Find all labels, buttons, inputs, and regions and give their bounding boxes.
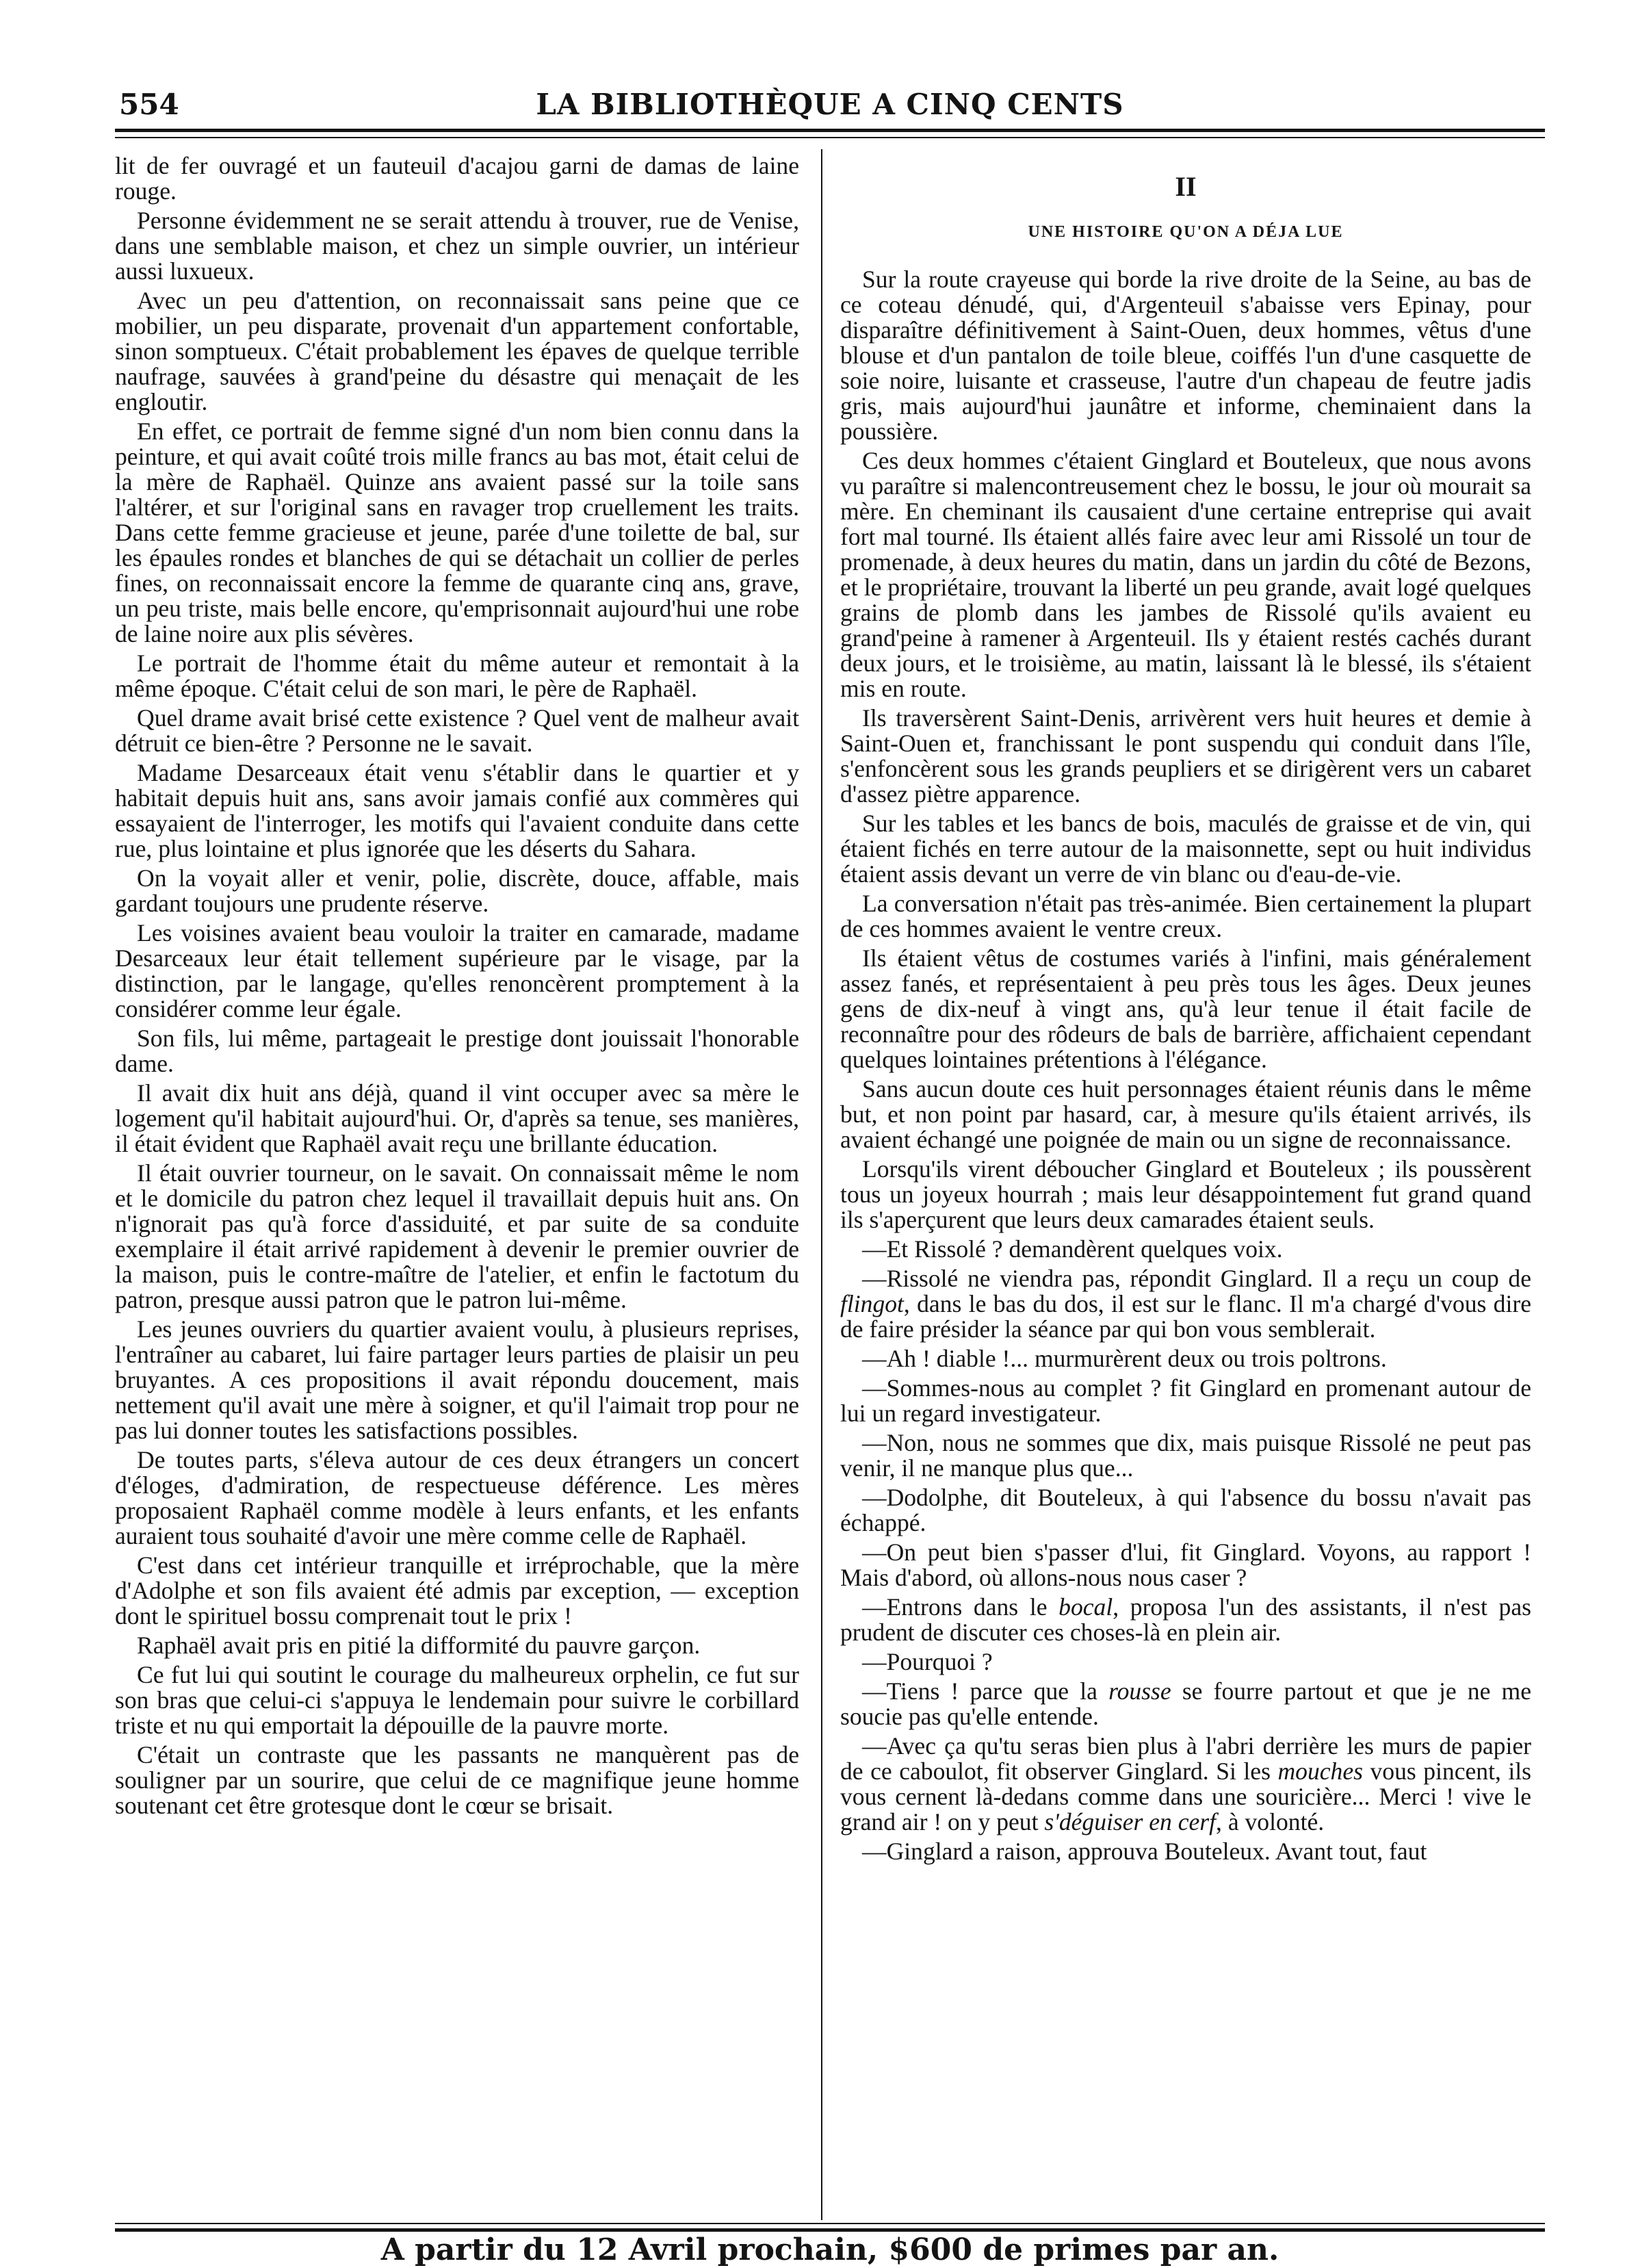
paragraph: Raphaël avait pris en pitié la difformité du pauvre garçon.: [137, 1632, 701, 1659]
paragraph: —Dodolphe, dit Bouteleux, à qui l'absence du bossu n'avait pas échappé.: [840, 1484, 1531, 1536]
paragraph: Personne évidemment ne se serait attendu à trouver, rue de Venise, dans une semblable maison, et chez un simple ouvrier, un intérieur aussi luxueux.: [115, 207, 799, 285]
paragraph: —Tiens ! parce que la rousse se fourre partout et que je ne me soucie pas qu'elle entende.: [840, 1677, 1532, 1730]
chapter-number: II: [1175, 171, 1197, 202]
paragraph: —Entrons dans le bocal, proposa l'un des assistants, il n'est pas prudent de discuter ces choses-là en plein air.: [840, 1593, 1531, 1646]
paragraph: C'est dans cet intérieur tranquille et irréprochable, que la mère d'Adolphe et son fils avaient été admis par exception, — exception dont le spirituel bossu comprenait tout le prix !: [115, 1551, 799, 1629]
paragraph: La conversation n'était pas très-animée. Bien certainement la plupart de ces hommes avaient le ventre creux.: [840, 890, 1531, 942]
column-divider: [821, 149, 822, 2220]
running-title: LA BIBLIOTHÈQUE A CINQ CENTS: [536, 88, 1124, 121]
paragraph: Sur les tables et les bancs de bois, maculés de graisse et de vin, qui étaient fichés en terre autour de la maisonnette, sept ou huit individus étaient assis devant un verre de vin blanc ou d'eau-de-vie.: [840, 810, 1531, 888]
paragraph: —Pourquoi ?: [862, 1648, 993, 1675]
paragraph: Lorsqu'ils virent déboucher Ginglard et Bouteleux ; ils poussèrent tous un joyeux hourrah ; mais leur désappointement fut grand quand ils s'aperçurent que leurs deux camarades étaient seuls.: [840, 1155, 1531, 1233]
paragraph: On la voyait aller et venir, polie, discrète, douce, affable, mais gardant toujours une prudente réserve.: [115, 864, 799, 917]
paragraph: —Ginglard a raison, approuva Bouteleux. Avant tout, faut: [862, 1838, 1427, 1865]
header-rule-thin: [115, 137, 1545, 138]
right-column: [840, 153, 1531, 2268]
paragraph: Sans aucun doute ces huit personnages étaient réunis dans le même but, et non point par hasard, car, à mesure qu'ils étaient arrivés, ils avaient échangé une poignée de main ou un signe de reconnaissance.: [840, 1075, 1531, 1153]
chapter-title: UNE HISTOIRE QU'ON A DÉJA LUE: [1028, 223, 1344, 241]
paragraph: —On peut bien s'passer d'lui, fit Ginglard. Voyons, au rapport ! Mais d'abord, où allons-nous nous caser ?: [840, 1538, 1531, 1591]
footer-banner: A partir du 12 Avril prochain, $600 de primes par an.: [380, 2232, 1279, 2267]
paragraph: Il avait dix huit ans déjà, quand il vint occuper avec sa mère le logement qu'il habitait aujourd'hui. Or, d'après sa tenue, ses manières, il était évident que Raphaël avait reçu une brillante éducation.: [115, 1079, 799, 1157]
paragraph: Avec un peu d'attention, on reconnaissait sans peine que ce mobilier, un peu disparate, provenait d'un appartement confortable, sinon somptueux. C'était probablement les épaves de quelque terrible naufrage, sauvées à grand'peine du désastre qui menaçait de les engloutir.: [115, 287, 799, 415]
left-column: [115, 153, 799, 2268]
paragraph: —Rissolé ne viendra pas, répondit Ginglard. Il a reçu un coup de flingot, dans le bas du dos, il est sur le flanc. Il m'a chargé d'vous dire de faire présider la séance par qui bon vous semblerait.: [840, 1265, 1531, 1343]
paragraph: —Ah ! diable !... murmurèrent deux ou trois poltrons.: [862, 1345, 1387, 1372]
footer-rule-thin: [115, 2223, 1545, 2224]
paragraph: Quel drame avait brisé cette existence ? Quel vent de malheur avait détruit ce bien-être ? Personne ne le savait.: [115, 704, 799, 757]
paragraph: Ce fut lui qui soutint le courage du malheureux orphelin, ce fut sur son bras que celui-ci s'appuya le lendemain pour suivre le corbillard triste et nu qui emportait la dépouille de la pauvre morte.: [115, 1661, 799, 1739]
paragraph: —Avec ça qu'tu seras bien plus à l'abri derrière les murs de papier de ce caboulot, fit observer Ginglard. Si les mouches vous pincent, ils vous cernent là-dedans comme dans une souricière... Merci ! vive le grand air ! on y peut s'déguiser en cerf, à volonté.: [840, 1732, 1531, 1835]
paragraph: Ils traversèrent Saint-Denis, arrivèrent vers huit heures et demie à Saint-Ouen et, franchissant le pont suspendu qui conduit dans l'île, s'enfoncèrent sous les grands peupliers et se dirigèrent vers un cabaret d'assez piètre apparence.: [840, 704, 1531, 808]
page-header: [115, 88, 1545, 129]
footer-rule-thick: [115, 2228, 1545, 2232]
paragraph: C'était un contraste que les passants ne manquèrent pas de souligner par un sourire, que celui de ce magnifique jeune homme soutenant cet être grotesque dont le cœur se brisait.: [115, 1741, 799, 1819]
paragraph: Ces deux hommes c'étaient Ginglard et Bouteleux, que nous avons vu paraître si malencontreusement chez le bossu, le jour où mourait sa mère. En cheminant ils causaient d'une certaine entreprise qui avait fort mal tourné. Ils étaient allés faire avec leur ami Rissolé un tour de promenade, à deux heures du matin, dans un jardin du côté de Bezons, et le propriétaire, trouvant la liberté un peu grande, avait logé quelques grains de plomb dans les jambes de Rissolé qu'ils avaient eu grand'peine à ramener à Argenteuil. Ils y étaient restés cachés durant deux jours, et le troisième, au matin, laissant là le blessé, ils s'étaient mis en route.: [840, 447, 1531, 702]
paragraph: Son fils, lui même, partageait le prestige dont jouissait l'honorable dame.: [115, 1025, 799, 1077]
paragraph: Ils étaient vêtus de costumes variés à l'infini, mais généralement assez fanés, et représentaient à peu près tous les âges. Deux jeunes gens de dix-neuf à vingt ans, qu'à leur tenue il était facile de reconnaître pour des rôdeurs de bals de barrière, affichaient cependant quelques lointaines prétentions à l'élégance.: [840, 944, 1531, 1073]
header-rule-thick: [115, 129, 1545, 132]
paragraph: Le portrait de l'homme était du même auteur et remontait à la même époque. C'était celui de son mari, le père de Raphaël.: [115, 649, 799, 702]
paragraph: En effet, ce portrait de femme signé d'un nom bien connu dans la peinture, et qui avait coûté trois mille francs au bas mot, était celui de la mère de Raphaël. Quinze ans avaient passé sur la toile sans l'altérer, et sur l'original sans en ravager trop cruellement les traits. Dans cette femme gracieuse et jeune, parée d'une toilette de bal, sur les épaules rondes et blanches de qui se détachait un collier de perles fines, on reconnaissait encore la femme de quarante cinq ans, grave, un peu triste, mais belle encore, qu'emprisonnait aujourd'hui une robe de laine noire aux plis sévères.: [115, 417, 799, 647]
paragraph: —Et Rissolé ? demandèrent quelques voix.: [862, 1235, 1283, 1263]
paragraph: Il était ouvrier tourneur, on le savait. On connaissait même le nom et le domicile du patron chez lequel il travaillait depuis huit ans. On n'ignorait pas qu'à force d'assiduité, et par suite de sa conduite exemplaire il était arrivé rapidement à devenir le premier ouvrier de la maison, puis le contre-maître de l'atelier, et enfin le factotum du patron, presque aussi patron que le patron lui-même.: [115, 1159, 799, 1313]
paragraph: Les voisines avaient beau vouloir la traiter en camarade, madame Desarceaux leur était tellement supérieure par le visage, par la distinction, par le langage, qu'elles renoncèrent promptement à la considérer comme leur égale.: [115, 919, 799, 1022]
page-number: 554: [119, 88, 179, 121]
paragraph: Madame Desarceaux était venu s'établir dans le quartier et y habitait depuis huit ans, sans avoir jamais confié aux commères qui essayaient de l'interroger, les motifs qui l'avaient conduite dans cette rue, plus lointaine et plus ignorée que les déserts du Sahara.: [115, 759, 799, 862]
paragraph: Les jeunes ouvriers du quartier avaient voulu, à plusieurs reprises, l'entraîner au cabaret, lui faire partager leurs parties de plaisir un peu bruyantes. A ces propositions il avait répondu doucement, mais nettement qu'il avait une mère à soigner, et qu'il l'aimait trop pour ne pas lui donner toutes les satisfactions possibles.: [115, 1315, 799, 1444]
paragraph: —Non, nous ne sommes que dix, mais puisque Rissolé ne peut pas venir, il ne manque plus que...: [840, 1429, 1531, 1482]
paragraph: Sur la route crayeuse qui borde la rive droite de la Seine, au bas de ce coteau dénudé, qui, d'Argenteuil s'abaisse vers Epinay, pour disparaître définitivement à Saint-Ouen, deux hommes, vêtus d'une blouse et d'un pantalon de toile bleue, coiffés l'un d'une casquette de soie noire, luisante et crasseuse, l'autre d'un chapeau de feutre jadis gris, mais aujourd'hui jaunâtre et informe, cheminaient dans la poussière.: [840, 266, 1531, 445]
paragraph: —Sommes-nous au complet ? fit Ginglard en promenant autour de lui un regard investigateur.: [840, 1374, 1531, 1427]
paragraph: De toutes parts, s'éleva autour de ces deux étrangers un concert d'éloges, d'admiration, de respectueuse déférence. Les mères proposaient Raphaël comme modèle à leurs enfants, et les enfants auraient tous souhaité d'avoir une mère comme celle de Raphaël.: [115, 1446, 799, 1549]
paragraph: lit de fer ouvragé et un fauteuil d'acajou garni de damas de laine rouge.: [115, 152, 799, 205]
